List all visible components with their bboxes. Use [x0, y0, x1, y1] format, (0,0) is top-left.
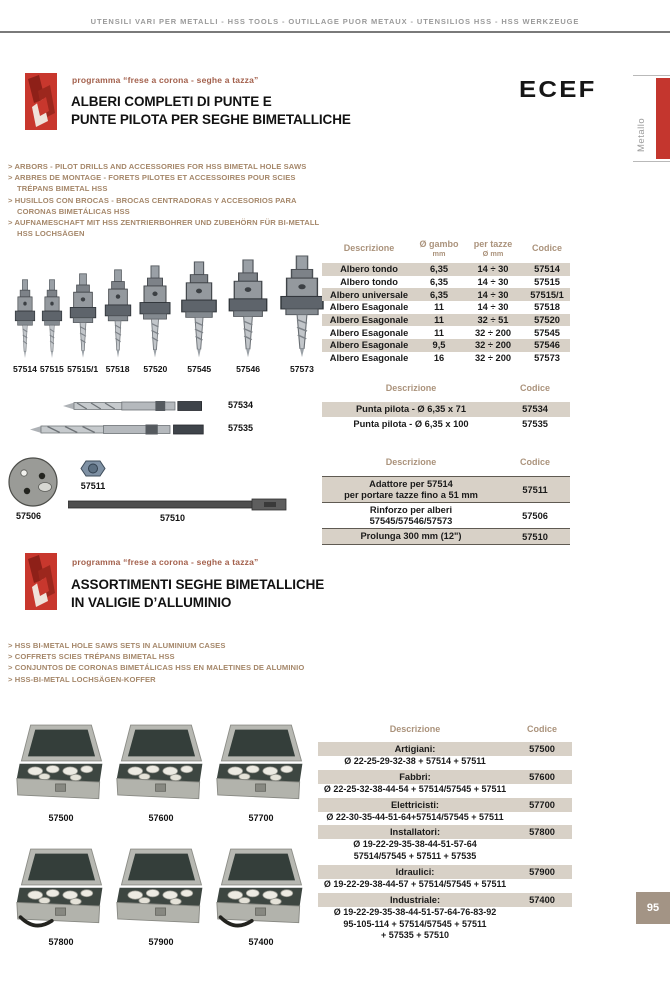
brand-logo: ECEF [519, 76, 597, 102]
set-code: 57700 [529, 799, 555, 810]
product-code-label: 57514 [13, 364, 37, 374]
set-detail-line: Ø 19-22-29-35-38-44-51-57-64 [353, 839, 477, 850]
bullet-item: > HSS BI-METAL HOLE SAWS SETS IN ALUMINIUM CASES [8, 641, 226, 650]
cell-codice: 57546 [534, 340, 560, 351]
product-code-label: 57520 [143, 364, 168, 374]
side-tab-metallo [633, 75, 670, 162]
set-name: Elettricisti: [390, 799, 440, 810]
table-header [318, 722, 572, 736]
arbor-product [39, 279, 65, 374]
arbor-products-row [12, 252, 330, 374]
table-row [322, 263, 570, 276]
cell-descrizione [322, 404, 500, 415]
cases-row-2 [15, 846, 307, 947]
table-arbors [322, 236, 570, 365]
arbor-product [12, 279, 38, 374]
label-extension: 57510 [160, 513, 186, 523]
set-code: 57500 [529, 744, 555, 754]
set-entry [318, 893, 572, 942]
arbor-image [12, 279, 38, 361]
arbor-image [101, 269, 135, 361]
case-code-label: 57900 [148, 937, 174, 947]
top-banner: UTENSILI VARI PER METALLI - HSS TOOLS - OUTILLAGE PUOR METAUX - UTENSILIOS HSS - HSS WERKZEUGE [90, 17, 580, 26]
label-pilot-71: 57534 [228, 400, 254, 410]
header-subtext: mm [432, 248, 446, 258]
set-entry [318, 742, 572, 768]
side-tab-label: Metallo [636, 117, 647, 152]
table-row [322, 502, 570, 528]
product-code-label: 57518 [105, 364, 130, 374]
case-image [15, 722, 107, 810]
arbor-image [39, 279, 65, 361]
table-header-cell: Codice [519, 383, 550, 393]
set-entry [318, 865, 572, 891]
set-detail-line: Ø 19-22-29-35-38-44-51-57-64-76-83-92 [333, 906, 497, 917]
cell-codice: 57515/1 [530, 289, 564, 300]
cell-tazze: 14 ÷ 30 [477, 302, 509, 313]
cell-tazze: 32 ÷ 200 [474, 327, 512, 338]
desc-line: 57545/57546/57573 [369, 515, 453, 526]
label-adapter: 57511 [80, 481, 106, 491]
set-name: Fabbri: [399, 771, 431, 782]
cell-gambo: 6,35 [429, 289, 449, 300]
section-title-sets [71, 576, 324, 611]
cell-descrizione: Albero Esagonale [329, 315, 409, 326]
cell-codice: 57506 [522, 510, 548, 521]
set-name-row [318, 798, 572, 812]
arbor-product [176, 261, 222, 374]
cell-gambo: 11 [434, 327, 444, 338]
table-row [322, 402, 570, 417]
arbor-product [66, 273, 100, 374]
arbor-image [223, 259, 273, 361]
program-logo-icon [25, 553, 57, 610]
set-name-row [318, 825, 572, 839]
cell-tazze: 14 ÷ 30 [477, 289, 509, 300]
pilot-drill-image [30, 420, 205, 439]
label-pilot-100: 57535 [228, 423, 254, 433]
set-name: Artigiani: [394, 744, 436, 754]
header-subtext: Ø mm [482, 248, 504, 258]
bullet-list-sets [8, 640, 320, 685]
program-kicker-sets: programma “frese a corona - seghe a tazza” [72, 557, 259, 567]
cell-descrizione [322, 505, 500, 526]
set-detail-line: Ø 19-22-29-38-44-57 + 57514/57545 + 57511 [323, 878, 507, 889]
set-detail-line: 57514/57545 + 57511 + 57535 [353, 851, 477, 862]
cell-codice: 57515 [534, 277, 560, 288]
top-rule [0, 31, 670, 33]
cell-gambo: 6,35 [429, 264, 449, 275]
cell-codice: 57518 [534, 302, 560, 313]
table-pilot-drills [322, 381, 570, 431]
page-number-badge: 95 [636, 892, 670, 924]
product-code-label: 57515 [39, 364, 64, 374]
header-text: per tazze [473, 238, 513, 249]
desc-line: per portare tazze fino a 51 mm [344, 489, 478, 500]
title-line-2: PUNTE PILOTA PER SEGHE BIMETALLICHE [71, 111, 351, 127]
desc-line: Adattore per 57514 [369, 479, 453, 489]
case-product [15, 846, 107, 947]
reinforce-disc-icon [7, 456, 59, 508]
desc-line: Prolunga 300 mm (12") [360, 531, 462, 542]
title-line-1: ALBERI COMPLETI DI PUNTE E [71, 94, 272, 109]
set-entry [318, 798, 572, 824]
table-row [322, 476, 570, 502]
table-header-cell [524, 243, 570, 253]
pilot-drill-image [63, 398, 203, 414]
cell-tazze: 14 ÷ 30 [477, 277, 509, 288]
table-header-cell: Codice [519, 457, 550, 467]
case-image [115, 846, 207, 934]
arbor-product [223, 259, 273, 374]
header-text: Codice [531, 243, 562, 253]
product-code-label: 57545 [187, 364, 212, 374]
cell-codice: 57535 [522, 418, 548, 429]
arbor-image [135, 265, 175, 361]
cell-codice: 57545 [534, 327, 560, 338]
arbor-product [101, 269, 135, 374]
set-detail-line: Ø 22-30-35-44-51-64+57514/57545 + 57511 [326, 811, 504, 822]
desc-line: Punta pilota - Ø 6,35 x 100 [353, 418, 469, 429]
case-code-label: 57800 [48, 937, 74, 947]
case-code-label: 57500 [48, 813, 74, 823]
cell-codice: 57511 [522, 484, 548, 495]
section-title-arbors [71, 93, 351, 128]
cell-tazze: 32 ÷ 51 [477, 315, 509, 326]
set-detail-line: Ø 22-25-32-38-44-54 + 57514/57545 + 57511 [323, 783, 507, 794]
table-row [322, 528, 570, 545]
pilot-drill-100-image [30, 420, 205, 444]
desc-line: Rinforzo per alberi [369, 505, 453, 516]
cell-descrizione: Albero universale [329, 289, 409, 300]
table-row [322, 314, 570, 327]
table-row [322, 352, 570, 365]
cell-codice: 57510 [522, 531, 548, 542]
case-image [215, 722, 307, 810]
case-image [115, 722, 207, 810]
case-image [215, 846, 307, 934]
table-header [322, 236, 570, 260]
set-code: 57400 [529, 894, 555, 905]
adapter-nut-icon [80, 459, 106, 478]
table-header-cell [416, 239, 462, 258]
case-product [215, 722, 307, 823]
case-code-label: 57600 [148, 813, 174, 823]
table-header-cell [322, 243, 416, 253]
set-code: 57800 [529, 827, 555, 838]
set-name: Industriale: [389, 894, 441, 905]
arbor-image [66, 273, 100, 361]
table-row [322, 276, 570, 289]
set-entry [318, 770, 572, 796]
cell-codice: 57573 [534, 353, 560, 364]
case-product [115, 846, 207, 947]
set-entry [318, 825, 572, 863]
table-row [322, 288, 570, 301]
adapter-image [80, 459, 106, 483]
bullet-item: > CONJUNTOS DE CORONAS BIMETÁLICAS HSS EN MALETINES DE ALUMINIO [8, 663, 305, 673]
extension-rod-icon [68, 497, 288, 512]
program-logo-arbors [25, 73, 57, 135]
desc-line: Punta pilota - Ø 6,35 x 71 [355, 404, 467, 414]
bullet-item: > HSS-BI-METAL LOCHSÄGEN-KOFFER [8, 674, 156, 684]
cell-gambo: 9,5 [432, 340, 446, 351]
table-row [322, 417, 570, 432]
side-tab-red-bar [656, 78, 670, 159]
reinforce-disc-image [7, 456, 59, 513]
table-header-cell: Descrizione [385, 457, 437, 467]
case-image [15, 846, 107, 934]
table-row [322, 326, 570, 339]
cell-descrizione: Albero Esagonale [329, 340, 409, 351]
program-logo-icon [25, 73, 57, 130]
case-product [15, 722, 107, 823]
bullet-item: > ARBORS - PILOT DRILLS AND ACCESSORIES FOR HSS BIMETAL HOLE SAWS [8, 162, 307, 171]
set-name: Installatori: [389, 827, 441, 838]
case-product [215, 846, 307, 947]
table-header-cell: Descrizione [385, 383, 437, 393]
table-row [322, 339, 570, 352]
header-text: Ø gambo [419, 238, 459, 249]
arbor-image [176, 261, 222, 361]
cell-gambo: 11 [434, 302, 444, 313]
cases-row-1 [15, 722, 307, 823]
bullet-item: > COFFRETS SCIES TRÉPANS BIMETAL HSS [8, 652, 175, 662]
cell-codice: 57534 [522, 404, 548, 415]
product-code-label: 57546 [236, 364, 261, 374]
label-reinforce: 57506 [16, 511, 42, 521]
cell-descrizione [322, 479, 500, 500]
product-code-label: 57515/1 [67, 364, 99, 374]
cell-gambo: 11 [434, 315, 444, 326]
table-accessories [322, 455, 570, 545]
bullet-list-arbors [8, 161, 320, 239]
product-code-label: 57573 [289, 364, 314, 374]
cell-gambo: 6,35 [429, 277, 449, 288]
cell-descrizione [322, 531, 500, 542]
cell-descrizione: Albero Esagonale [329, 302, 409, 313]
pilot-drill-71-image [63, 398, 203, 419]
case-code-label: 57700 [248, 813, 274, 823]
table-header [322, 455, 570, 469]
header-text: Descrizione [343, 243, 395, 253]
cell-descrizione: Albero Esagonale [329, 327, 409, 338]
set-name-row [318, 865, 572, 879]
bullet-item: > HUSILLOS CON BROCAS - BROCAS CENTRADORAS Y ACCESORIOS PARA CORONAS BIMETÁLICAS HSS [8, 195, 297, 216]
title-line-2: IN VALIGIE D’ALLUMINIO [71, 594, 232, 610]
cell-codice: 57514 [534, 264, 560, 275]
set-name-row [318, 742, 572, 756]
cell-tazze: 14 ÷ 30 [477, 264, 509, 275]
table-row [322, 301, 570, 314]
title-line-1: ASSORTIMENTI SEGHE BIMETALLICHE [71, 577, 325, 592]
cell-descrizione: Albero tondo [340, 277, 398, 288]
case-product [115, 722, 207, 823]
bullet-item: > AUFNAMESCHAFT MIT HSS ZENTRIERBOHRER UND ZUBEHÖRN FÜR BI-METALL HSS LOCHSÄGEN [8, 218, 320, 239]
cell-descrizione: Albero Esagonale [329, 353, 409, 364]
program-logo-sets [25, 553, 57, 615]
table-header-cell: Codice [526, 724, 557, 734]
table-header [322, 381, 570, 395]
set-name: Idraulici: [395, 866, 435, 877]
table-header-cell: Descrizione [389, 724, 441, 734]
cell-descrizione [322, 419, 500, 430]
table-header-cell [462, 239, 524, 258]
set-code: 57600 [529, 771, 555, 782]
cell-codice: 57520 [534, 315, 560, 326]
set-detail-line: Ø 22-25-29-32-38 + 57514 + 57511 [344, 756, 486, 766]
set-detail-line: 95-105-114 + 57514/57545 + 57511 [343, 918, 487, 929]
cell-descrizione: Albero tondo [340, 264, 398, 275]
table-sets [318, 722, 572, 944]
case-code-label: 57400 [248, 937, 274, 947]
cell-gambo: 16 [433, 353, 445, 364]
cell-tazze: 32 ÷ 200 [474, 353, 512, 364]
set-name-row [318, 770, 572, 784]
bullet-item: > ARBRES DE MONTAGE - FORETS PILOTES ET ACCESSOIRES POUR SCIES TRÉPANS BIMETAL HSS [8, 173, 296, 194]
set-name-row [318, 893, 572, 907]
arbor-product [135, 265, 175, 374]
set-detail-line: + 57535 + 57510 [380, 930, 450, 941]
cell-tazze: 32 ÷ 200 [474, 340, 512, 351]
program-kicker-arbors: programma “frese a corona - seghe a tazza” [72, 75, 259, 85]
set-code: 57900 [529, 866, 555, 877]
